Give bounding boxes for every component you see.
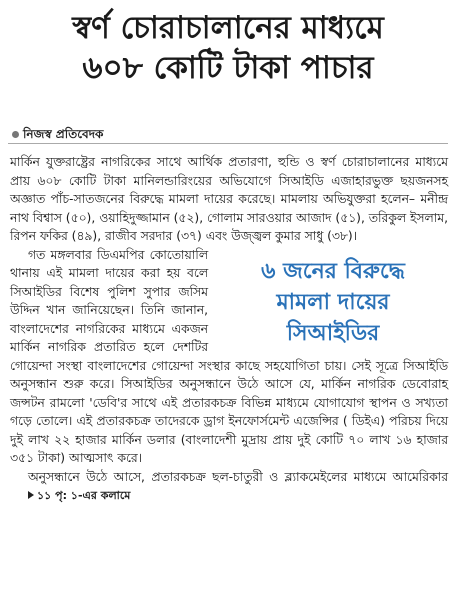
byline-text: নিজস্ব প্রতিবেদক [23,127,104,141]
pull-quote-line-3: সিআইডির [286,320,380,346]
pull-quote-line-1: ৬ জনের বিরুদ্ধে [261,258,405,284]
pull-quote [218,256,448,349]
divider [8,143,448,144]
paragraph-3-text: অনুসন্ধানে উঠে আসে, প্রতারকচক্র ছল-চাতুরী ও ব্ল্যাকমেইলের মাধ্যমে আমেরিকার [28,469,448,484]
paragraph-3 [10,468,448,506]
paragraph-1: মার্কিন যুক্তরাষ্ট্রের নাগরিকের সাথে আর্থিক প্রতারণা, হুন্ডি ও স্বর্ণ চোরাচালানের মাধ্যমে প্রায় ৬০৮ কোটি টাকা মানিলন্ডারিংয়ের অভিযোগে সিআইডি এজাহারভুক্ত ছয়জনসহ অজ্ঞাত পাঁচ-সাতজনের বিরুদ্ধে মামলা দায়ের করেছে। মামলায় অভিযুক্তরা হলেন– মনীন্দ্র নাথ বিশ্বাস (৫০), ওয়াহিদুজ্জামান (৫২), গোলাম সারওয়ার আজাদ (৫১), তরিকুল ইসলাম, রিপন ফকির (৪৯), রাজীব সরদার (৩৭) এবং উজ্জ্বল কুমার সাধু (৩৮)। [10,155,448,243]
paragraph-2: গত মঙ্গলবার ডিএমপির কোতোয়ালি থানায় এই মামলা দায়ের করা হয় বলে সিআইডির বিশেষ পুলিশ সুপার জসিম উদ্দিন খান জানিয়েছেন। তিনি জানান, বাংলাদেশের নাগরিকের মাধ্যমে একজন মার্কিন নাগরিক প্রতারিত হলে দেশটির গোয়েন্দা সংস্থা বাংলাদেশের গোয়েন্দা সংস্থার কাছে সহযোগিতা চায়। সেই সূত্রে সিআইডি অনুসন্ধান শুরু করে। সিআইডির অনুসন্ধানে উঠে আসে যে, মার্কিন নাগরিক ডেবোরাহ জন্সটন রামলো 'ডেবি'র সাথে এই প্রতারকচক্র বিভিন্ন মাধ্যমে যোগাযোগ স্থাপন ও সখ্যতা গড়ে তোলে। এই প্রতারকচক্র তাদেরকে ড্রাগ ইনফোর্সমেন্ট এজেন্সির ( ডিইএ) পরিচয় দিয়ে দুই লাখ ২২ হাজার মার্কিন ডলার (বাংলাদেশী মুদ্রায় প্রায় দুই কোটি ৭০ লাখ ১৬ হাজার ৩৫১ টাকা) আত্মসাৎ করে। [10,247,448,465]
pull-quote-line-2: মামলা দায়ের [276,289,390,315]
article-body [10,153,448,506]
bullet-icon [12,131,19,138]
continuation-text: ১১ পৃ: ১-এর কলামে [37,489,131,502]
headline-line-1: স্বর্ণ চোরাচালানের মাধ্যমে [72,10,384,46]
continuation-note [10,487,130,506]
headline-line-2: ৬০৮ কোটি টাকা পাচার [82,50,374,86]
triangle-icon [28,491,34,499]
headline [0,8,456,88]
